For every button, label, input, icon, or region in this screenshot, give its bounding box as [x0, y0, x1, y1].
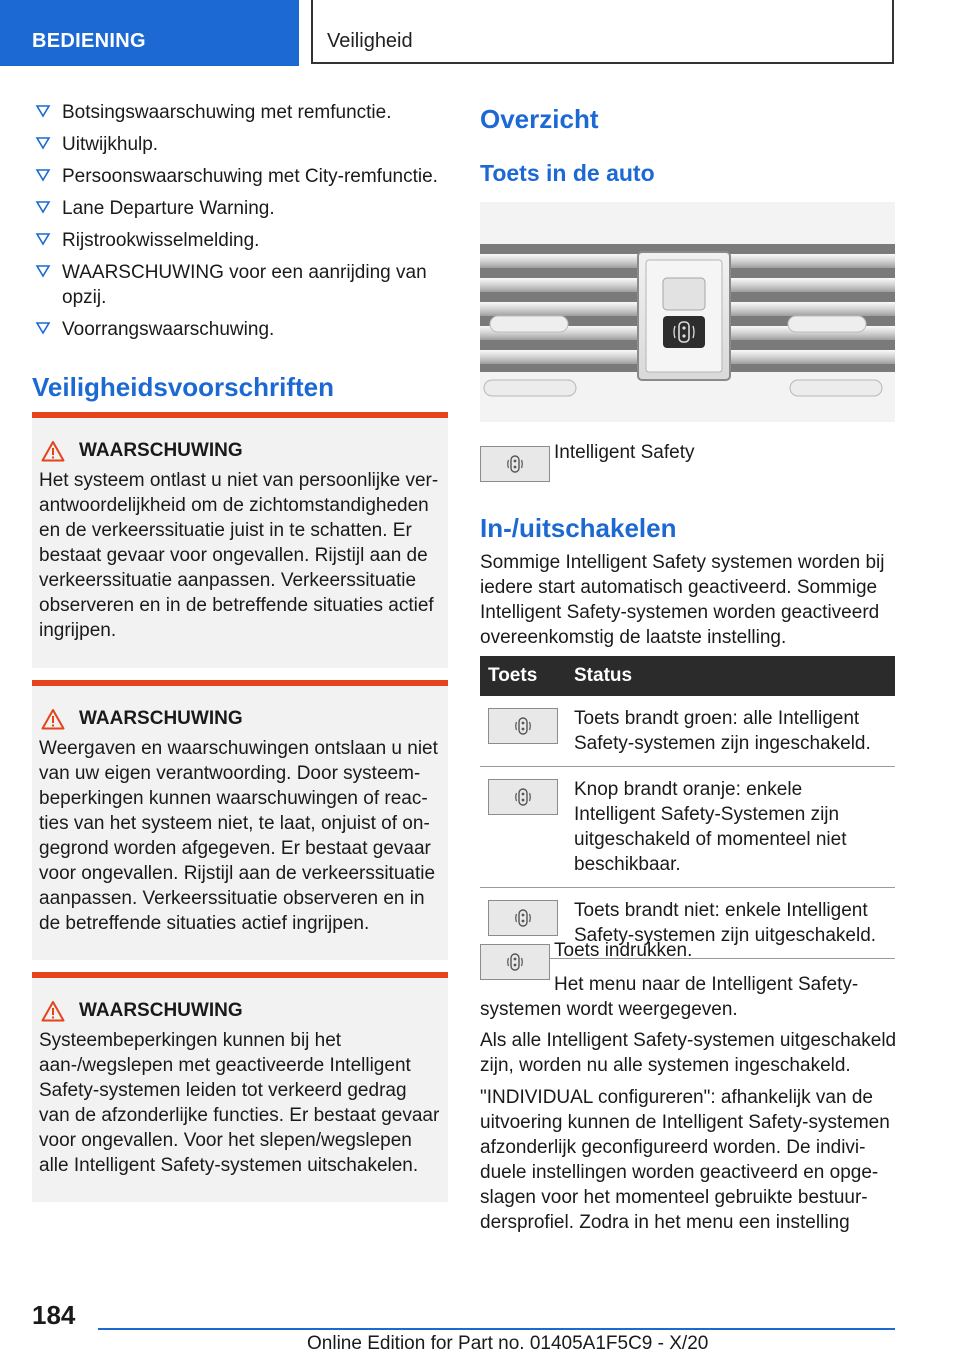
triangle-bullet-icon	[35, 167, 51, 183]
triangle-bullet-icon	[35, 320, 51, 336]
list-item: Rijstrookwisselmelding.	[32, 228, 452, 253]
col-header-status: Status	[566, 656, 895, 696]
warning-triangle-icon	[41, 1000, 65, 1022]
onoff-heading: In-/uitschakelen	[480, 513, 677, 543]
list-item: Lane Departure Warning.	[32, 196, 452, 221]
feature-list	[32, 100, 452, 349]
key-off-icon	[488, 900, 558, 936]
footer-rule	[98, 1328, 895, 1330]
warning-triangle-icon	[41, 440, 65, 462]
intelligent-safety-key-icon	[480, 446, 550, 482]
all-off-text: Als alle Intelligent Safety-systemen uitgeschakeld zijn, worden nu alle systemen ingeschakeld.	[480, 1030, 897, 1076]
list-item: Botsingswaarschuwing met remfunctie.	[32, 100, 452, 125]
onoff-intro: Sommige Intelligent Safety systemen worden bij iedere start automatisch geactiveerd. Sommige Intelligent Safety-systemen worden geactiveerd overeenkomstig de laatste instelling.	[480, 552, 885, 648]
warning-text: Systeembeperkingen kunnen bij het aan-/wegslepen met geactiveerde Intelligent Safety-systemen leiden tot verkeerd gedrag van de afzonderlijke functies. Er bestaat gevaar voor ongevallen. Voor het slepen/wegslepen alle Intelligent Safety-systemen uitschakelen.	[39, 1030, 440, 1176]
menu-text: Het menu naar de Intelligent Safety-systemen wordt weergegeven.	[480, 974, 859, 1020]
status-cell: Toets brandt niet: enkele Intelligent Safety-systemen zijn uitgeschakeld.	[566, 888, 895, 959]
col-header-key: Toets	[480, 656, 566, 696]
car-button-photo	[480, 202, 895, 422]
list-item: Uitwijkhulp.	[32, 132, 452, 157]
triangle-bullet-icon	[35, 135, 51, 151]
table-row	[480, 696, 895, 767]
status-table	[480, 656, 895, 959]
table-header-row	[480, 656, 895, 696]
dashboard-vent-illustration	[480, 202, 895, 422]
warning-box	[32, 680, 448, 960]
warning-text: Het systeem ontlast u niet van persoonlijke verantwoordelijkheid om de zichtomstandigheden en de verkeerssituatie juist in te schatten. Er bestaat gevaar voor ongevallen. Rijstijl aan de verkeerssituatie aanpassen. Verkeerssituatie observeren en in de betreffende situaties actief ingrijpen.	[39, 470, 439, 641]
status-cell: Toets brandt groen: alle Intelligent Safety-systemen zijn ingeschakeld.	[566, 696, 895, 767]
key-orange-icon	[488, 779, 558, 815]
triangle-bullet-icon	[35, 199, 51, 215]
list-item: Persoonswaarschuwing met City-remfunctie.	[32, 164, 452, 189]
list-item: Voorrangswaarschuwing.	[32, 317, 452, 342]
individual-text: "INDIVIDUAL configureren": afhankelijk van de uitvoering kunnen de Intelligent Safety-systemen afzonderlijk geconfigureerd worden. De individuele instellingen worden geactiveerd en opgeslagen voor het momenteel gebruikte bestuurdersprofiel. Zodra in het menu een instelling	[480, 1087, 890, 1233]
list-item: WAARSCHUWING voor een aanrijding van opzij.	[32, 260, 452, 310]
table-row	[480, 767, 895, 888]
warning-box	[32, 972, 448, 1202]
overview-heading: Overzicht	[480, 104, 599, 134]
overview-subheading: Toets in de auto	[480, 160, 655, 186]
warning-title: WAARSCHUWING	[39, 440, 440, 462]
warning-title: WAARSCHUWING	[39, 1000, 440, 1022]
key-label: Intelligent Safety	[554, 442, 695, 463]
status-cell: Knop brandt oranje: enkele Intelligent Safety-Systemen zijn uitgeschakeld of momenteel niet beschikbaar.	[566, 767, 895, 888]
triangle-bullet-icon	[35, 103, 51, 119]
press-instruction: Toets indrukken.	[554, 940, 693, 961]
header-section-label: BEDIENING	[32, 30, 146, 52]
warning-box	[32, 412, 448, 668]
footer-edition: Online Edition for Part no. 01405A1F5C9 - X/20	[307, 1333, 709, 1354]
warning-text: Weergaven en waarschuwingen ontslaan u niet van uw eigen verantwoording. Door systeembeperkingen kunnen waarschuwingen of reacties van het systeem niet, te laat, onjuist of ongegrond worden afgegeven. Er bestaat gevaar voor ongevallen. Rijstijl aan de verkeerssituatie aanpassen. Verkeerssituatie observeren en in de betreffende situaties actief ingrijpen.	[39, 738, 438, 934]
key-green-icon	[488, 708, 558, 744]
triangle-bullet-icon	[35, 231, 51, 247]
page-number: 184	[32, 1300, 76, 1330]
safety-heading: Veiligheidsvoorschriften	[32, 372, 334, 402]
warning-title: WAARSCHUWING	[39, 708, 440, 730]
header-chapter-label: Veiligheid	[327, 30, 413, 52]
triangle-bullet-icon	[35, 263, 51, 279]
warning-triangle-icon	[41, 708, 65, 730]
header-chapter-tab	[311, 0, 894, 64]
header-section-tab	[0, 0, 299, 66]
